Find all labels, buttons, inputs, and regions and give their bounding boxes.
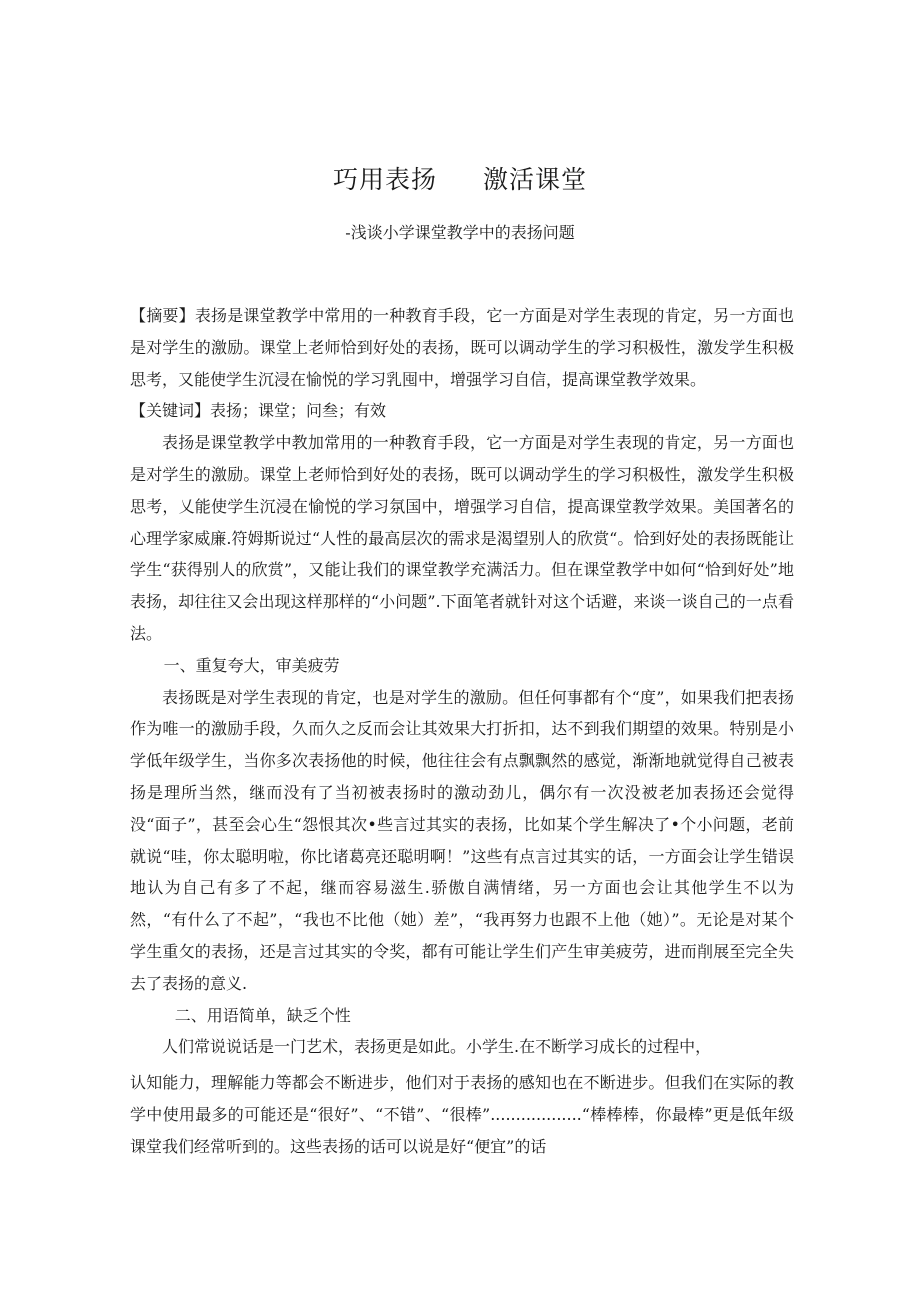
title-part-1: 巧用表扬 [332,165,437,194]
section-heading-1: 一、重复夸大，审美疲劳 [163,655,340,675]
section-1-paragraph: 表扬既是对学生表现的肯定，也是对学生的激励。但任何事都有个“度”，如果我们把表扬作为唯一的激励手段，久而久之反而会让其效果大打折扣，达不到我们期望的效果。特别是小学低年级学生，当你多次表扬他的时候，他往往会有点飘飘然的感觉，渐渐地就觉得自己被表扬是理所当然，继而没有了当初被表扬时的激动劲儿，偶尔有一次没被老加表扬还会觉得没“面子”，甚至会心生“怨恨其次•些言过其实的表扬，比如某个学生解决了•个小问题，老前就说“哇，你太聪明啦，你比诸葛亮还聪明啊！”这些有点言过其实的话，一方面会让学生错误地认为自己有多了不起，继而容易滋生.骄傲自满情绪，另一方面也会让其他学生不以为然，“有什么了不起”，“我也不比他（她）差”，“我再努力也跟不上他（她）”。无论是对某个学生重攵的表扬，还是言过其实的令奖，都有可能让学生们产生审美疲劳，进而削展至完全失去了表扬的意义. [130,687,794,993]
abstract-paragraph [130,300,794,395]
document-title [0,160,920,196]
abstract-label: 【摘要】 [130,306,195,325]
main-body [130,300,794,1063]
intro-paragraph: 表扬是课堂教学中教加常用的一种教育手段，它一方面是对学生表现的肯定，另一方面也是对学生的激励。课堂上老师恰到好处的表扬，既可以调动学生的学习积极性，激发学生积极思考，乂能使学生沉浸在愉悦的学习氛国中，增强学习自信，提高课堂教学效果。美国著名的心理学家威廉.符姆斯说过“人性的最高层次的需求是渴望别人的欣赏“。恰到好处的表扬既能让学生“获得别人的欣赏”，又能让我们的课堂教学充满活力。但在课堂教学中如何“恰到好处”地表扬，却往往又会出现这样那样的“小问题”.下面笔者就针对这个话避，来谈一谈自己的一点看法。 [130,433,794,643]
abstract-text: 表扬是课堂教学中常用的一种教育手段，它一方面是对学生表现的肯定，另一方面也是对学生的激励。课堂上老师恰到好处的表扬，既可以调动学生的学习积极性，激发学生积极思考，又能使学生沉浸在愉悦的学习乳囤中，增强学习自信，提高课堂教学效果。 [130,306,794,389]
title-part-2: 激活课堂 [483,165,588,194]
section-2-paragraph: 认知能力，理解能力等都会不断进步，他们对于表扬的感知也在不断进步。但我们在实际的教学中使用最多的可能还是“很好”、“不错”、“很棒”..................“棒棒棒，你最棒”更是低年级课堂我们经常听到的。这些表扬的话可以说是好“便宜”的话 [130,1073,794,1156]
document-subtitle: -浅谈小学课堂教学中的表扬问题 [345,223,575,242]
section-2-first-line: 人们常说说话是一门艺术，表扬更是如此。小学生.在不断学习成长的过程中， [162,1037,712,1057]
continuation-body [130,1067,794,1162]
section-heading-2: 二、用语简单，缺乏个性 [174,1005,351,1025]
keywords-paragraph [130,395,794,427]
keywords-text: 表扬；课堂；问叁；有效 [210,401,387,421]
keywords-label: 【关键词】 [130,401,211,421]
